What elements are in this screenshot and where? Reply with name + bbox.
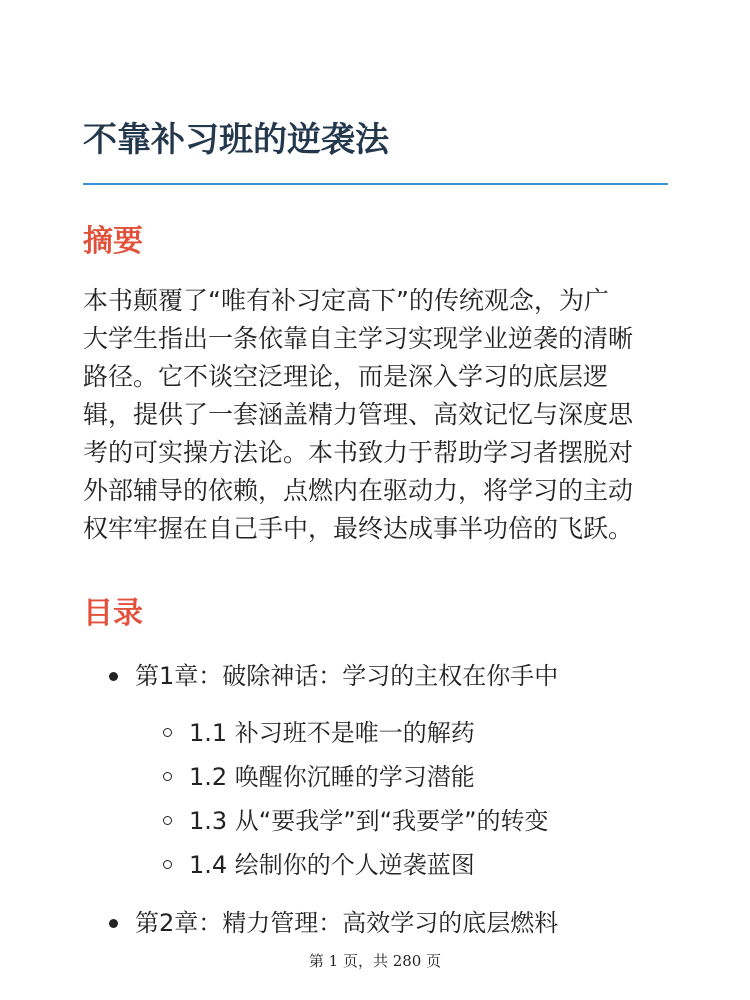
page-number-footer: 第 1 页，共 280 页: [308, 952, 442, 970]
hollow-bullet-icon: [163, 772, 172, 781]
toc-section-1-4[interactable]: [189, 848, 475, 882]
abstract-line: 辑，提供了一套涵盖精力管理、高效记忆与深度思: [83, 400, 634, 429]
title-divider: [83, 183, 668, 185]
toc-section-label: 1.2 唤醒你沉睡的学习潜能: [189, 763, 475, 791]
hollow-bullet-icon: [163, 728, 172, 737]
abstract-line: 权牢牢握在自己手中，最终达成事半功倍的飞跃。: [83, 514, 634, 543]
abstract-line: 路径。它不谈空泛理论，而是深入学习的底层逻: [83, 362, 609, 391]
abstract-heading: 摘要: [83, 224, 143, 259]
toc-heading: 目录: [83, 596, 143, 631]
toc-section-1-2[interactable]: [189, 760, 475, 794]
toc-chapter-2[interactable]: [135, 906, 558, 940]
filled-bullet-icon: [109, 672, 118, 681]
document-page: [83, 0, 668, 1000]
abstract-paragraph: [83, 282, 668, 548]
book-title: 不靠补习班的逆袭法: [83, 120, 389, 160]
filled-bullet-icon: [109, 919, 118, 928]
toc-section-1-3[interactable]: [189, 804, 549, 838]
toc-chapter-1[interactable]: [135, 659, 558, 693]
abstract-line: 外部辅导的依赖，点燃内在驱动力，将学习的主动: [83, 476, 634, 505]
abstract-line: 大学生指出一条依靠自主学习实现学业逆袭的清晰: [83, 324, 634, 353]
hollow-bullet-icon: [163, 860, 172, 869]
toc-section-label: 1.3 从“要我学”到“我要学”的转变: [189, 807, 549, 835]
toc-chapter-label: 第2章：精力管理：高效学习的底层燃料: [135, 909, 559, 937]
hollow-bullet-icon: [163, 816, 172, 825]
abstract-line: 本书颠覆了“唯有补习定高下”的传统观念，为广: [83, 286, 609, 315]
toc-chapter-label: 第1章：破除神话：学习的主权在你手中: [135, 662, 559, 690]
toc-section-label: 1.1 补习班不是唯一的解药: [189, 719, 475, 747]
abstract-line: 考的可实操方法论。本书致力于帮助学习者摆脱对: [83, 438, 634, 467]
toc-section-1-1[interactable]: [189, 716, 475, 750]
toc-section-label: 1.4 绘制你的个人逆袭蓝图: [189, 851, 475, 879]
